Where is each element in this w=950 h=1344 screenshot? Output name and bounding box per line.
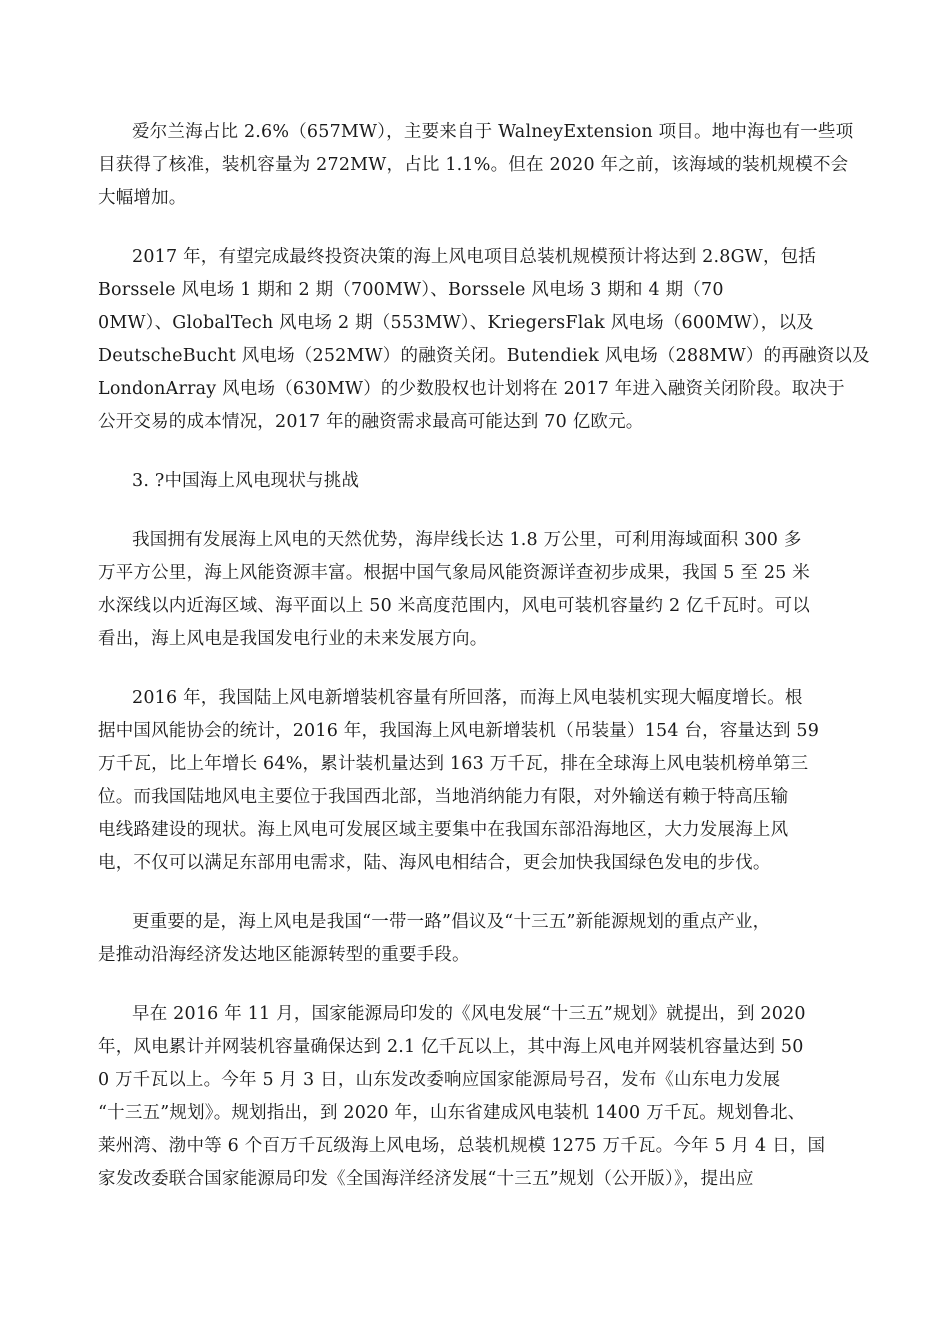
section-heading-text: 3. ?中国海上风电现状与挑战 <box>132 471 360 491</box>
paragraph-irish-sea <box>98 116 854 215</box>
text-line: 大幅增加。 <box>98 188 187 208</box>
text-line: 万千瓦，比上年增长 64%，累计装机量达到 163 万千瓦，排在全球海上风电装机榜单第三 <box>98 754 809 774</box>
document-page <box>98 116 870 1222</box>
text-line: 据中国风能协会的统计，2016 年，我国海上风电新增装机（吊装量）154 台，容量达到 59 <box>98 721 820 741</box>
text-line: 2016 年，我国陆上风电新增装机容量有所回落，而海上风电装机实现大幅度增长。根 <box>132 688 803 708</box>
text-line: 位。而我国陆地风电主要位于我国西北部，当地消纳能力有限，对外输送有赖于特高压输 <box>98 787 789 807</box>
text-line: 万平方公里，海上风能资源丰富。根据中国气象局风能资源详查初步成果，我国 5 至 25 米 <box>98 563 810 583</box>
text-line: 我国拥有发展海上风电的天然优势，海岸线长达 1.8 万公里，可利用海域面积 300 多 <box>132 530 802 550</box>
text-line: Borssele 风电场 1 期和 2 期（700MW）、Borssele 风电场 3 期和 4 期（70 <box>98 280 724 300</box>
text-line: 看出，海上风电是我国发电行业的未来发展方向。 <box>98 629 488 649</box>
text-line: 电，不仅可以满足东部用电需求，陆、海风电相结合，更会加快我国绿色发电的步伐。 <box>98 853 771 873</box>
section-heading <box>98 465 854 498</box>
text-line: 0 万千瓦以上。今年 5 月 3 日，山东发改委响应国家能源局号召，发布《山东电力发展 <box>98 1070 781 1090</box>
text-line: 0MW）、GlobalTech 风电场 2 期（553MW）、KriegersFlak 风电场（600MW），以及 <box>98 313 814 333</box>
text-line: LondonArray 风电场（630MW）的少数股权也计划将在 2017 年进入融资关闭阶段。取决于 <box>98 379 845 399</box>
paragraph-2017-financing <box>98 241 870 439</box>
text-line: 爱尔兰海占比 2.6%（657MW），主要来自于 WalneyExtension 项目。地中海也有一些项 <box>132 122 854 142</box>
text-line: 更重要的是，海上风电是我国“一带一路”倡议及“十三五”新能源规划的重点产业， <box>132 912 771 932</box>
text-line: 家发改委联合国家能源局印发《全国海洋经济发展“十三五”规划（公开版）》，提出应 <box>98 1169 754 1189</box>
paragraph-china-advantage <box>98 524 854 656</box>
paragraph-13th-plan <box>98 998 854 1196</box>
text-line: 是推动沿海经济发达地区能源转型的重要手段。 <box>98 945 470 965</box>
text-line: 目获得了核准，装机容量为 272MW，占比 1.1%。但在 2020 年之前，该海域的装机规模不会 <box>98 155 849 175</box>
text-line: 公开交易的成本情况，2017 年的融资需求最高可能达到 70 亿欧元。 <box>98 412 644 432</box>
text-line: “十三五”规划》。规划指出，到 2020 年，山东省建成风电装机 1400 万千瓦。规划鲁北、 <box>98 1103 806 1123</box>
text-line: 水深线以内近海区域、海平面以上 50 米高度范围内，风电可装机容量约 2 亿千瓦时。可以 <box>98 596 810 616</box>
text-line: 年，风电累计并网装机容量确保达到 2.1 亿千瓦以上，其中海上风电并网装机容量达到 50 <box>98 1037 804 1057</box>
text-line: 莱州湾、渤中等 6 个百万千瓦级海上风电场，总装机规模 1275 万千瓦。今年 5 月 4 日，国 <box>98 1136 826 1156</box>
paragraph-2016-growth <box>98 682 854 880</box>
text-line: DeutscheBucht 风电场（252MW）的融资关闭。Butendiek 风电场（288MW）的再融资以及 <box>98 346 870 366</box>
text-line: 早在 2016 年 11 月，国家能源局印发的《风电发展“十三五”规划》就提出，到 2020 <box>132 1004 806 1024</box>
paragraph-belt-road <box>98 906 854 972</box>
text-line: 2017 年，有望完成最终投资决策的海上风电项目总装机规模预计将达到 2.8GW，包括 <box>132 247 817 267</box>
text-line: 电线路建设的现状。海上风电可发展区域主要集中在我国东部沿海地区，大力发展海上风 <box>98 820 789 840</box>
